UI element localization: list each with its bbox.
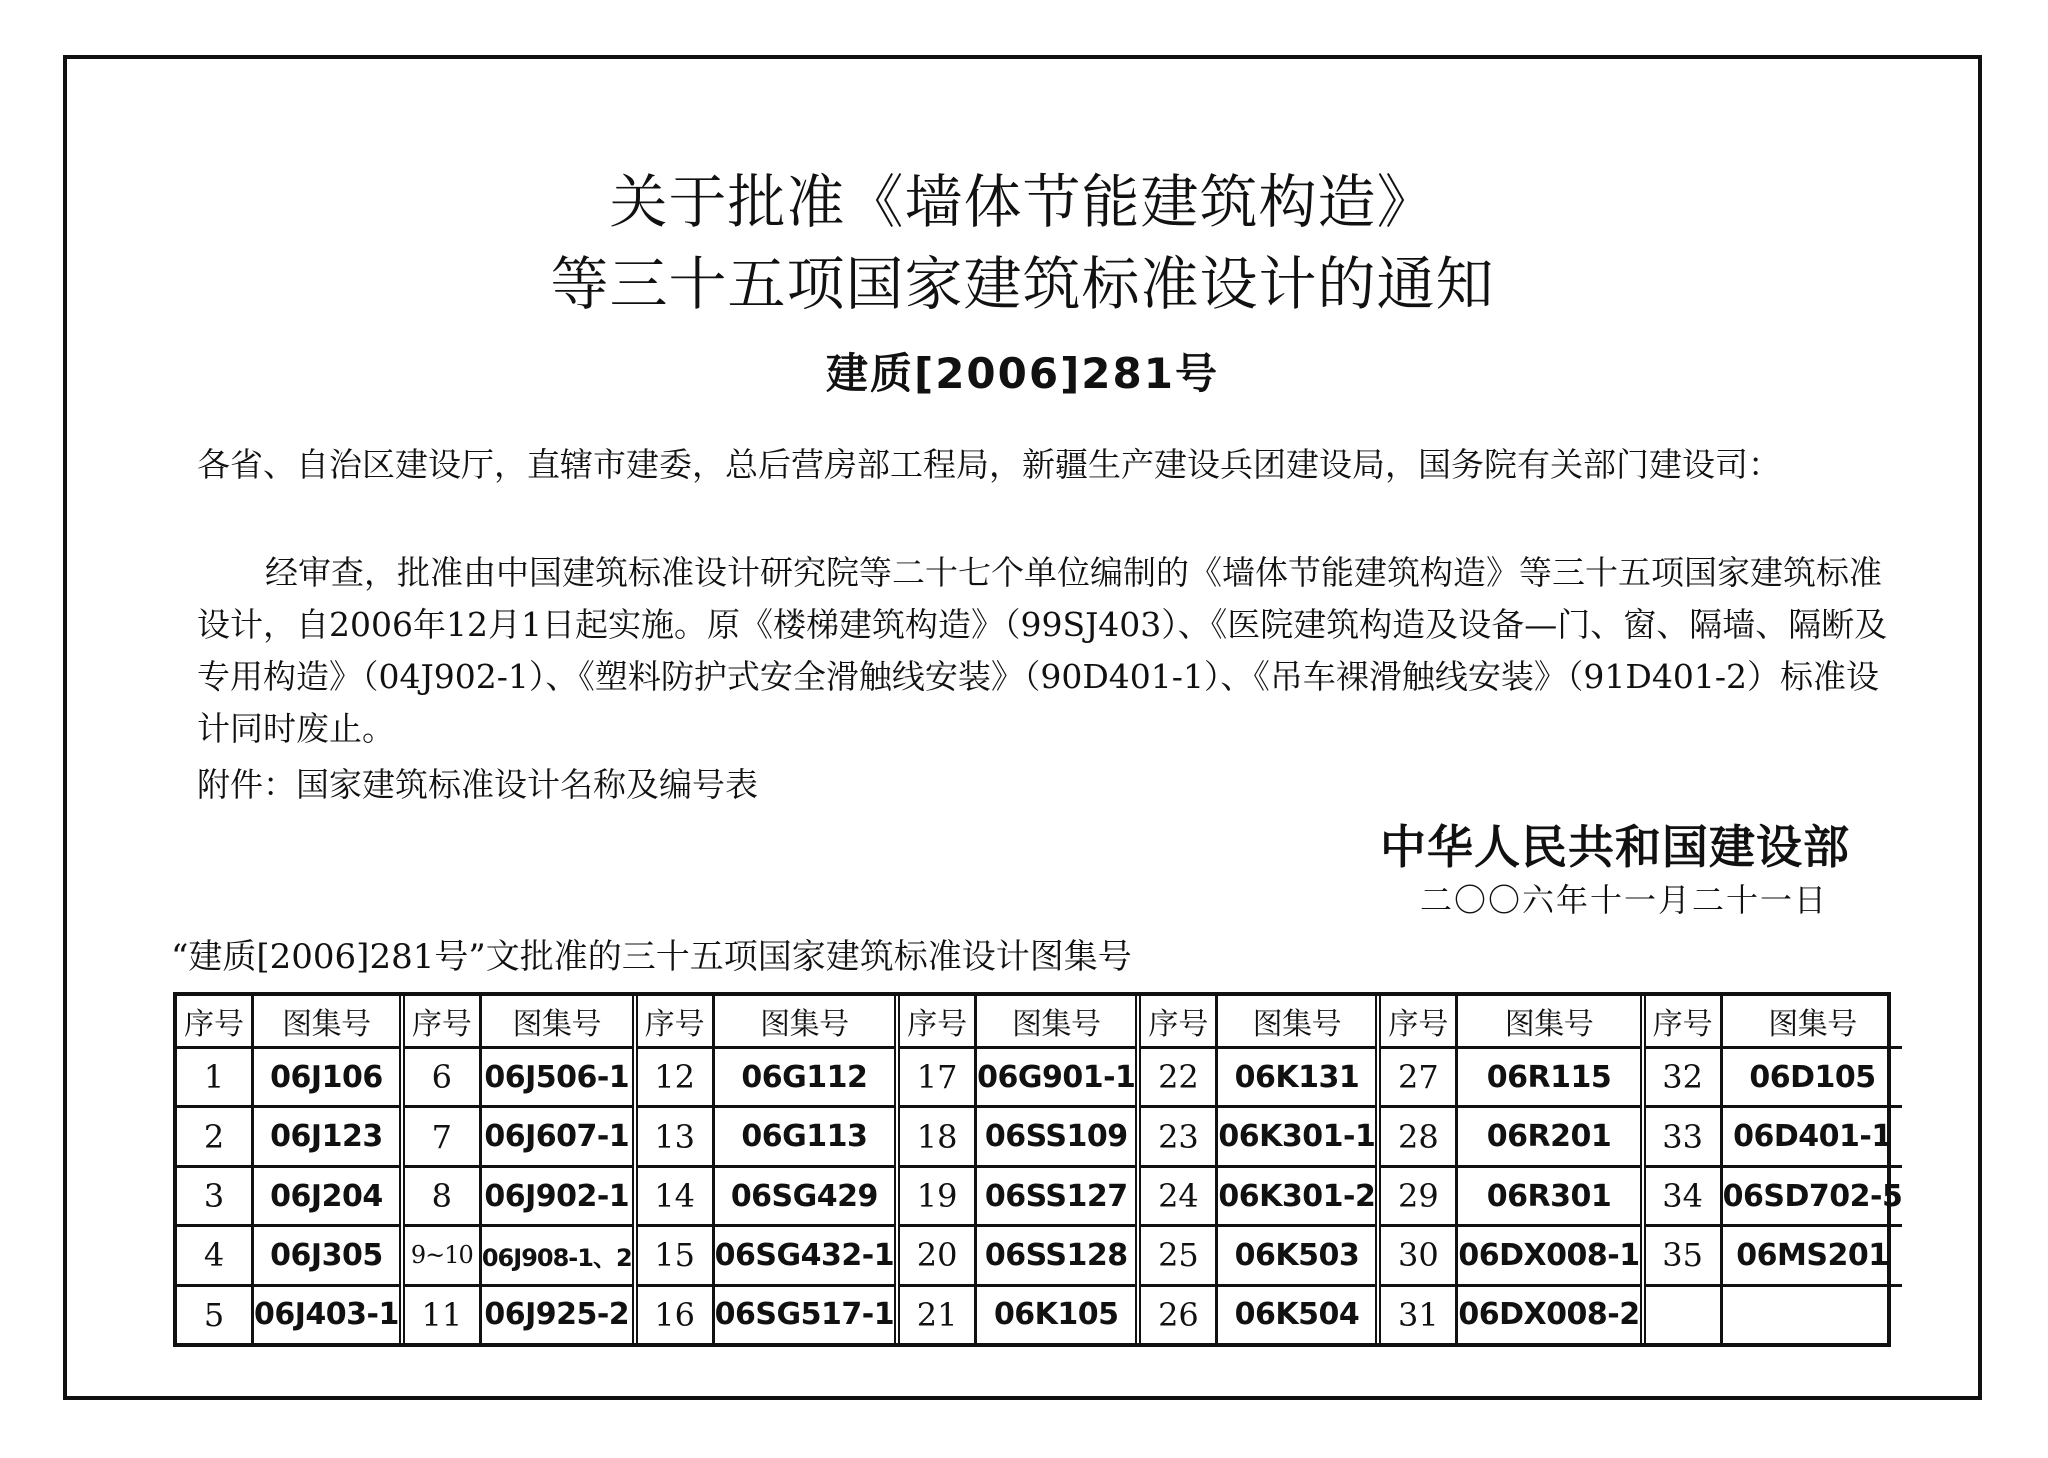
header-seq: 序号 — [1381, 996, 1458, 1046]
table-header-row — [177, 996, 399, 1049]
seq-cell: 3 — [177, 1168, 254, 1224]
table-header-row — [900, 996, 1135, 1049]
seq-cell: 15 — [638, 1227, 715, 1283]
seq-cell: 1 — [177, 1049, 254, 1105]
seq-cell: 22 — [1141, 1049, 1218, 1105]
header-seq: 序号 — [405, 996, 482, 1046]
table-header-row — [638, 996, 894, 1049]
body-paragraph: 经审查，批准由中国建筑标准设计研究院等二十七个单位编制的《墙体节能建筑构造》等三十五项国家建筑标准设计，自2006年12月1日起实施。原《楼梯建筑构造》（99SJ403）、《医院建筑构造及设备—门、窗、隔墙、隔断及专用构造》（04J902-1）、《塑料防护式安全滑触线安装》（90D401-1）、《吊车裸滑触线安装》（91D401-2）标准设计同时废止。 — [197, 553, 1888, 748]
atlas-number-cell: 06SS128 — [984, 1237, 1128, 1273]
header-atlas: 图集号 — [760, 1007, 849, 1042]
table-row — [638, 1227, 894, 1286]
seq-cell: 28 — [1381, 1108, 1458, 1164]
atlas-number-cell: 06J902-1 — [484, 1178, 630, 1214]
atlas-number-cell: 06K131 — [1234, 1059, 1360, 1095]
table-column-group — [1646, 996, 1903, 1343]
atlas-number-cell: 06DX008-1 — [1458, 1237, 1640, 1273]
atlas-number-cell: 06SS109 — [984, 1119, 1128, 1155]
table-row — [900, 1227, 1135, 1286]
atlas-number-cell: 06SG429 — [730, 1178, 878, 1214]
atlas-number-cell: 06J925-2 — [484, 1297, 630, 1333]
atlas-number-cell: 06SD702-5 — [1722, 1178, 1903, 1214]
table-column-group — [1381, 996, 1645, 1343]
seq-cell: 29 — [1381, 1168, 1458, 1224]
table-row — [900, 1168, 1135, 1227]
table-header-row — [405, 996, 632, 1049]
atlas-number-cell — [1723, 1287, 1903, 1343]
table-column-group — [1141, 996, 1381, 1343]
table-row — [900, 1287, 1135, 1343]
atlas-number-cell: 06K504 — [1234, 1297, 1360, 1333]
table-row — [177, 1108, 399, 1167]
atlas-number-cell: 06J204 — [270, 1178, 383, 1214]
table-row — [177, 1168, 399, 1227]
table-row — [1141, 1168, 1375, 1227]
table-row — [1141, 1049, 1375, 1108]
table-row — [638, 1049, 894, 1108]
table-row — [1141, 1108, 1375, 1167]
seq-cell: 5 — [177, 1287, 254, 1343]
atlas-number-cell: 06K301-2 — [1218, 1178, 1376, 1214]
atlas-number-cell: 06G901-1 — [977, 1059, 1136, 1095]
signature-date: 二〇〇六年十一月二十一日 — [1419, 881, 1828, 919]
table-row — [1646, 1168, 1903, 1227]
table-row — [1646, 1227, 1903, 1286]
atlas-number-cell: 06K301-1 — [1218, 1119, 1376, 1155]
table-row — [405, 1287, 632, 1343]
table-header-row — [1381, 996, 1639, 1049]
seq-cell — [1646, 1287, 1723, 1343]
title-line-1: 关于批准《墙体节能建筑构造》 — [609, 168, 1436, 236]
table-row — [1646, 1049, 1903, 1108]
seq-cell: 6 — [405, 1049, 482, 1105]
seq-cell: 16 — [638, 1287, 715, 1343]
table-row — [177, 1287, 399, 1343]
atlas-number-cell: 06DX008-2 — [1458, 1297, 1640, 1333]
table-row — [1141, 1227, 1375, 1286]
table-row — [900, 1049, 1135, 1108]
atlas-number-cell: 06J403-1 — [254, 1297, 399, 1333]
atlas-number-cell: 06D105 — [1749, 1059, 1876, 1095]
document-number: 建质[2006]281号 — [826, 349, 1219, 398]
seq-cell: 26 — [1141, 1287, 1218, 1343]
seq-cell: 14 — [638, 1168, 715, 1224]
table-row — [405, 1168, 632, 1227]
atlas-number-cell: 06K105 — [993, 1297, 1119, 1333]
table-row — [638, 1108, 894, 1167]
seq-cell: 20 — [900, 1227, 977, 1283]
table-row — [405, 1049, 632, 1108]
seq-cell: 32 — [1646, 1049, 1723, 1105]
seq-cell: 34 — [1646, 1168, 1723, 1224]
salutation: 各省、自治区建设厅，直辖市建委，总后营房部工程局，新疆生产建设兵团建设局，国务院有关部门建设司： — [197, 445, 1781, 484]
header-atlas: 图集号 — [1768, 1007, 1857, 1042]
atlas-number-cell: 06SG432-1 — [714, 1237, 895, 1273]
attachment-note: 附件：国家建筑标准设计名称及编号表 — [197, 765, 758, 804]
seq-cell: 18 — [900, 1108, 977, 1164]
table-column-group — [900, 996, 1141, 1343]
atlas-number-cell: 06R301 — [1486, 1178, 1612, 1214]
atlas-number-cell: 06J106 — [270, 1059, 383, 1095]
atlas-number-cell: 06SS127 — [984, 1178, 1128, 1214]
title-line-2: 等三十五项国家建筑标准设计的通知 — [550, 250, 1495, 318]
table-row — [177, 1049, 399, 1108]
seq-cell: 19 — [900, 1168, 977, 1224]
atlas-number-cell: 06J908-1、2 — [481, 1243, 632, 1272]
signature-organization: 中华人民共和国建设部 — [1380, 820, 1850, 874]
atlas-number-cell: 06J123 — [270, 1119, 383, 1155]
header-seq: 序号 — [177, 996, 254, 1046]
header-seq: 序号 — [638, 996, 715, 1046]
table-row — [1646, 1108, 1903, 1167]
seq-cell: 8 — [405, 1168, 482, 1224]
seq-cell: 24 — [1141, 1168, 1218, 1224]
seq-cell: 7 — [405, 1108, 482, 1164]
seq-cell: 11 — [405, 1287, 482, 1343]
table-row — [177, 1227, 399, 1286]
atlas-number-cell: 06SG517-1 — [714, 1297, 895, 1333]
table-row — [405, 1108, 632, 1167]
table-row — [1381, 1287, 1639, 1343]
table-row — [638, 1168, 894, 1227]
atlas-number-cell: 06K503 — [1234, 1237, 1360, 1273]
table-header-row — [1141, 996, 1375, 1049]
seq-cell: 25 — [1141, 1227, 1218, 1283]
atlas-number-cell: 06MS201 — [1736, 1237, 1889, 1273]
document-frame — [63, 55, 1982, 1400]
table-header-row — [1646, 996, 1903, 1049]
atlas-number-cell: 06J607-1 — [484, 1119, 630, 1155]
table-column-group — [177, 996, 405, 1343]
table-row — [1381, 1227, 1639, 1286]
seq-cell: 35 — [1646, 1227, 1723, 1283]
header-seq: 序号 — [1646, 996, 1723, 1046]
atlas-number-cell: 06J305 — [270, 1237, 383, 1273]
seq-cell: 9~10 — [405, 1227, 482, 1283]
header-atlas: 图集号 — [512, 1007, 601, 1042]
atlas-number-cell: 06G112 — [741, 1059, 868, 1095]
header-seq: 序号 — [900, 996, 977, 1046]
atlas-number-cell: 06D401-1 — [1733, 1119, 1892, 1155]
seq-cell: 27 — [1381, 1049, 1458, 1105]
seq-cell: 12 — [638, 1049, 715, 1105]
table-row — [1381, 1108, 1639, 1167]
atlas-table — [173, 992, 1903, 1347]
header-seq: 序号 — [1141, 996, 1218, 1046]
table-caption: “建质[2006]281号”文批准的三十五项国家建筑标准设计图集号 — [171, 937, 1132, 977]
table-row — [1381, 1049, 1639, 1108]
atlas-number-cell: 06R115 — [1486, 1059, 1612, 1095]
atlas-number-cell: 06J506-1 — [484, 1059, 630, 1095]
header-atlas: 图集号 — [282, 1007, 371, 1042]
header-atlas: 图集号 — [1012, 1007, 1101, 1042]
seq-cell: 31 — [1381, 1287, 1458, 1343]
table-row — [1646, 1287, 1903, 1343]
table-row — [900, 1108, 1135, 1167]
header-atlas: 图集号 — [1252, 1007, 1342, 1042]
seq-cell: 2 — [177, 1108, 254, 1164]
seq-cell: 13 — [638, 1108, 715, 1164]
table-row — [1141, 1287, 1375, 1343]
seq-cell: 21 — [900, 1287, 977, 1343]
header-atlas: 图集号 — [1504, 1007, 1594, 1042]
seq-cell: 23 — [1141, 1108, 1218, 1164]
seq-cell: 33 — [1646, 1108, 1723, 1164]
seq-cell: 17 — [900, 1049, 977, 1105]
seq-cell: 30 — [1381, 1227, 1458, 1283]
table-row — [405, 1227, 632, 1286]
table-column-group — [638, 996, 900, 1343]
atlas-number-cell: 06G113 — [741, 1119, 868, 1155]
seq-cell: 4 — [177, 1227, 254, 1283]
table-column-group — [405, 996, 638, 1343]
atlas-number-cell: 06R201 — [1486, 1119, 1612, 1155]
table-row — [1381, 1168, 1639, 1227]
table-row — [638, 1287, 894, 1343]
